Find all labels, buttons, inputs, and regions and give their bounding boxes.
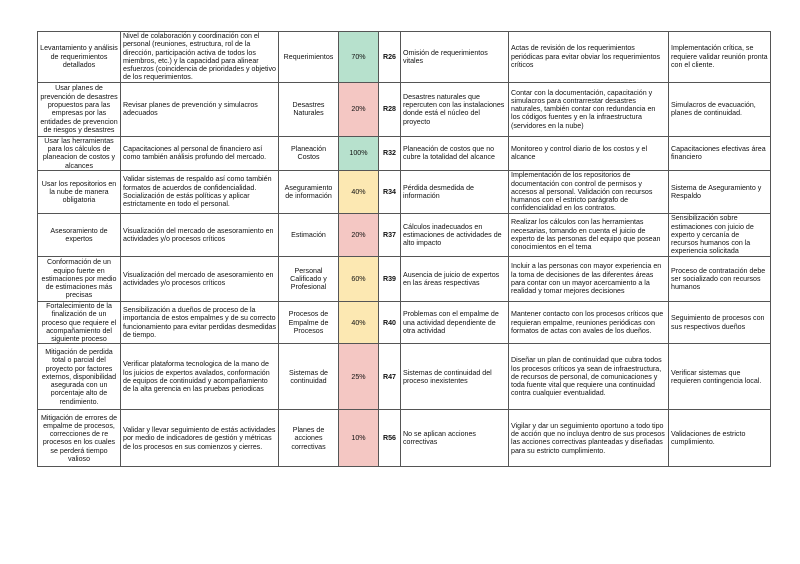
percent-cell: 40% [339, 170, 379, 213]
percent-cell: 20% [339, 82, 379, 136]
risk-id-cell: R32 [379, 136, 401, 170]
mitigation-cell: Mantener contacto con los procesos críticos que requieran empalme, reuniones periódicas con formatos de actas con avales de los dueños. [509, 301, 669, 343]
description-cell: Sensibilización a dueños de proceso de la importancia de estos empalmes y de su correcto funcionamiento para evitar perdidas desmedidas de tiempo. [121, 301, 279, 343]
mitigation-cell: Monitoreo y control diario de los costos y el alcance [509, 136, 669, 170]
contingency-cell: Sensibilización sobre estimaciones con juicio de experto y cercanía de recursos humanos con la experiencia solicitada [669, 213, 771, 256]
percent-cell: 60% [339, 256, 379, 301]
risk-cell: Problemas con el empalme de una actividad dependiente de otra actividad [401, 301, 509, 343]
risk-id-cell: R26 [379, 32, 401, 83]
mitigation-cell: Actas de revisión de los requerimientos periódicas para evitar obviar los requerimientos críticos [509, 32, 669, 83]
activity-cell: Mitigación de errores de empalme de procesos, correcciones de re procesos en los cuales se perderá tiempo valioso [38, 410, 121, 467]
table-row [38, 344, 771, 410]
table-row [38, 410, 771, 467]
contingency-cell: Verificar sistemas que requieren contingencia local. [669, 344, 771, 410]
table-row [38, 136, 771, 170]
category-cell: Planeación Costos [279, 136, 339, 170]
contingency-cell: Simulacros de evacuación, planes de continuidad. [669, 82, 771, 136]
contingency-cell: Proceso de contratación debe ser socializado con recursos humanos [669, 256, 771, 301]
risk-id-cell: R40 [379, 301, 401, 343]
risk-cell: Cálculos inadecuados en estimaciones de actividades de alto impacto [401, 213, 509, 256]
risk-cell: No se aplican acciones correctivas [401, 410, 509, 467]
risk-id-cell: R28 [379, 82, 401, 136]
table-row [38, 32, 771, 83]
risk-cell: Omisión de requerimientos vitales [401, 32, 509, 83]
activity-cell: Levantamiento y análisis de requerimientos detallados [38, 32, 121, 83]
description-cell: Verificar plataforma tecnologica de la mano de los juicios de expertos avalados, conformación de equipos de continuidad y acompañamiento de la alta gerencia en las pruebas periodicas [121, 344, 279, 410]
mitigation-cell: Realizar los cálculos con las herramientas necesarias, tomando en cuenta el juicio de experto de las personas del equipo que posean conocimientos en el tema [509, 213, 669, 256]
risk-cell: Pérdida desmedida de información [401, 170, 509, 213]
category-cell: Planes de acciones correctivas [279, 410, 339, 467]
category-cell: Aseguramiento de información [279, 170, 339, 213]
mitigation-cell: Implementación de los repositorios de documentación con control de permisos y accesos al personal. Validación con recursos humanos con el estricto parágrafo de confidencialidad en los contratos. [509, 170, 669, 213]
activity-cell: Usar las herramientas para los cálculos de planeacion de costos y alcances [38, 136, 121, 170]
percent-cell: 25% [339, 344, 379, 410]
contingency-cell: Validaciones de estricto cumplimiento. [669, 410, 771, 467]
activity-cell: Usar planes de prevención de desastres propuestos para las empresas por las entidades de prevencion de riesgos y desastres [38, 82, 121, 136]
contingency-cell: Capacitaciones efectivas área financiero [669, 136, 771, 170]
risk-id-cell: R47 [379, 344, 401, 410]
contingency-cell: Seguimiento de procesos con sus respectivos dueños [669, 301, 771, 343]
risk-id-cell: R37 [379, 213, 401, 256]
risk-matrix-table [37, 31, 771, 467]
table-row [38, 256, 771, 301]
percent-cell: 100% [339, 136, 379, 170]
description-cell: Validar sistemas de respaldo así como también formatos de acuerdos de confidencialidad. Socialización de estás políticas y aplicar estrictamente en todo el personal. [121, 170, 279, 213]
table-row [38, 301, 771, 343]
table-row [38, 213, 771, 256]
description-cell: Nivel de colaboración y coordinación con el personal (reuniones, estructura, rol de la dirección, participación activa de todos los miembros, etc.) y la capacidad para alinear esfuerzos (coincidencia de prioridades y objetivo de los requerimientos. [121, 32, 279, 83]
description-cell: Revisar planes de prevención y simulacros adecuados [121, 82, 279, 136]
description-cell: Visualización del mercado de asesoramiento en actividades y/o procesos críticos [121, 213, 279, 256]
description-cell: Capacitaciones al personal de financiero así como también análisis profundo del mercado. [121, 136, 279, 170]
percent-cell: 40% [339, 301, 379, 343]
risk-cell: Ausencia de juicio de expertos en las áreas respectivas [401, 256, 509, 301]
category-cell: Procesos de Empalme de Procesos [279, 301, 339, 343]
activity-cell: Conformación de un equipo fuerte en estimaciones por medio de estimaciones más precisas [38, 256, 121, 301]
risk-cell: Sistemas de continuidad del proceso inexistentes [401, 344, 509, 410]
risk-id-cell: R39 [379, 256, 401, 301]
mitigation-cell: Contar con la documentación, capacitación y simulacros para contrarrestar desastres naturales, también contar con redundancia en los códigos fuentes y en la infraestructura (servidores en la nube) [509, 82, 669, 136]
risk-cell: Desastres naturales que repercuten con las instalaciones donde está el núcleo del proyecto [401, 82, 509, 136]
category-cell: Desastres Naturales [279, 82, 339, 136]
activity-cell: Asesoramiento de expertos [38, 213, 121, 256]
category-cell: Sistemas de continuidad [279, 344, 339, 410]
percent-cell: 70% [339, 32, 379, 83]
table-row [38, 170, 771, 213]
table-row [38, 82, 771, 136]
risk-id-cell: R56 [379, 410, 401, 467]
percent-cell: 20% [339, 213, 379, 256]
description-cell: Visualización del mercado de asesoramiento en actividades y/o procesos críticos [121, 256, 279, 301]
risk-id-cell: R34 [379, 170, 401, 213]
contingency-cell: Implementación crítica, se requiere validar reunión pronta con el cliente. [669, 32, 771, 83]
percent-cell: 10% [339, 410, 379, 467]
category-cell: Requerimientos [279, 32, 339, 83]
activity-cell: Mitigación de perdida total o parcial del proyecto por factores externos, disponibilidad asegurada con un porcentaje alto de rendimiento. [38, 344, 121, 410]
mitigation-cell: Diseñar un plan de continuidad que cubra todos los procesos críticos ya sean de infraestructura, de recursos de personal, de comunicaciones y toda fuente vital que requiere una continuidad contra cualquier eventualidad. [509, 344, 669, 410]
mitigation-cell: Vigilar y dar un seguimiento oportuno a todo tipo de acción que no incluya dentro de sus procesos las acciones correctivas planteadas y diseñadas para su estricto cumplimiento. [509, 410, 669, 467]
activity-cell: Usar los repositorios en la nube de manera obligatoria [38, 170, 121, 213]
category-cell: Personal Calificado y Profesional [279, 256, 339, 301]
activity-cell: Fortalecimiento de la finalización de un proceso que requiere el acompañamiento del siguiente proceso [38, 301, 121, 343]
risk-cell: Planeación de costos que no cubre la totalidad del alcance [401, 136, 509, 170]
description-cell: Validar y llevar seguimiento de estás actividades por medio de indicadores de gestión y métricas de los procesos en sus comienzos y cierres. [121, 410, 279, 467]
category-cell: Estimación [279, 213, 339, 256]
contingency-cell: Sistema de Aseguramiento y Respaldo [669, 170, 771, 213]
mitigation-cell: Incluir a las personas con mayor experiencia en la toma de decisiones de las diferentes áreas para contar con un mayor acercamiento a la realidad y tomar mejores decisiones [509, 256, 669, 301]
